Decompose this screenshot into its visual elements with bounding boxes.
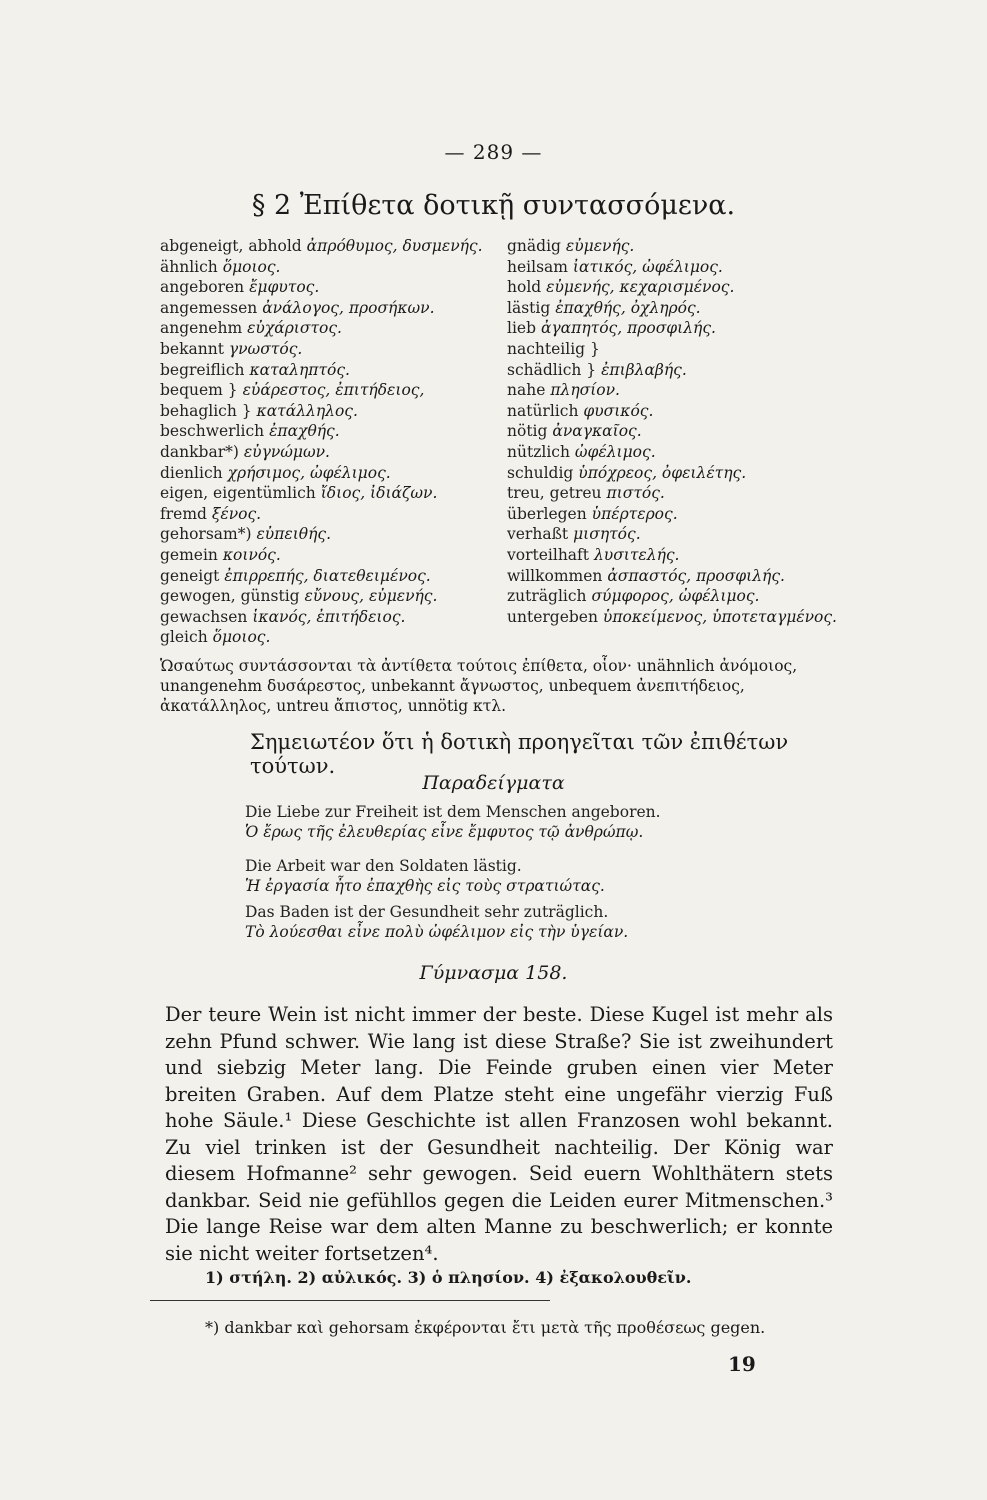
german-word: gleich (160, 628, 208, 647)
greek-translation: ὑπέρτερος. (591, 504, 678, 523)
vocab-entry (507, 566, 837, 587)
exercise-title: Γύμνασμα 158. (419, 962, 568, 984)
german-word: beschwerlich (160, 422, 265, 441)
vocab-entry (507, 607, 837, 628)
vocab-entry (160, 524, 483, 545)
vocab-entry (507, 360, 837, 381)
german-word: lieb (507, 319, 537, 338)
greek-translation: ἐπαχθής, ὀχληρός. (555, 298, 701, 317)
greek-translation: σύμφορος, ὠφέλιμος. (591, 587, 760, 606)
note-paragraph: Ὡσαύτως συντάσσονται τὰ ἀντίθετα τούτοις ἐπίθετα, οἷον· unähnlich ἀνόμοιος, unangenehm δυσάρεστος, unbekannt ἄγνωστος, unbequem ἀνεπιτήδειος, ἀκατάλληλος, untreu ἄπιστος, unnötig κτλ. (160, 657, 798, 715)
german-word: nötig (507, 422, 548, 441)
examples-title: Παραδείγματα (422, 772, 565, 794)
greek-translation: εὐμενής. (565, 237, 635, 255)
greek-translation: κοινός. (222, 545, 281, 564)
example-1 (245, 802, 661, 842)
vocab-entry (160, 627, 483, 648)
greek-translation: ἴδιος, ἰδιάζων. (320, 484, 438, 503)
greek-translation: ξένος. (211, 504, 262, 523)
greek-translation: κατάλληλος. (256, 401, 358, 420)
vocab-entry (507, 586, 837, 607)
german-word: eigen, eigentümlich (160, 484, 316, 503)
german-word: gnädig (507, 237, 561, 255)
german-word: behaglich } (160, 401, 252, 420)
german-word: bekannt (160, 339, 224, 358)
german-word: geneigt (160, 566, 220, 585)
greek-translation: εὐάρεστος, ἐπιτήδειος, (242, 381, 425, 400)
vocab-entry (507, 236, 837, 257)
greek-translation: μισητός. (573, 525, 641, 544)
greek-translation: εὐπειθής. (256, 525, 332, 544)
german-word: bequem } (160, 381, 238, 400)
greek-translation: πιστός. (606, 484, 665, 503)
vocab-entry (160, 504, 483, 525)
greek-translation: ἐπιρρεπής, διατεθειμένος. (224, 566, 431, 585)
german-word: verhaßt (507, 525, 569, 544)
greek-translation: φυσικός. (583, 401, 654, 420)
german-word: nahe (507, 381, 546, 400)
greek-translation: καταληπτός. (249, 360, 350, 379)
greek-translation: ἀγαπητός, προσφιλής. (540, 319, 716, 338)
vocab-entry (507, 504, 837, 525)
vocab-entry (507, 339, 837, 360)
greek-translation: γνωστός. (228, 339, 303, 358)
german-word: treu, getreu (507, 484, 602, 503)
vocab-entry (507, 463, 837, 484)
vocab-entry (507, 318, 837, 339)
greek-translation: ὑποκείμενος, ὑποτεταγμένος. (602, 607, 837, 626)
vocab-entry (507, 483, 837, 504)
left-vocabulary-column (160, 236, 483, 648)
vocab-entry (160, 380, 483, 401)
german-word: schädlich } (507, 360, 597, 379)
vocab-entry (160, 360, 483, 381)
vocab-entry (507, 257, 837, 278)
german-word: hold (507, 278, 542, 297)
greek-translation: ἱκανός, ἐπιτήδειος. (252, 607, 406, 626)
greek-translation: ἐπιβλαβής. (601, 360, 687, 379)
german-word: heilsam (507, 257, 568, 276)
greek-translation: ἰατικός, ὠφέλιμος. (572, 257, 723, 276)
vocab-entry (507, 298, 837, 319)
greek-translation: ἀνάλογος, προσήκων. (262, 298, 435, 317)
vocab-entry (507, 524, 837, 545)
german-word: zuträglich (507, 587, 587, 606)
example-greek: Ἡ ἐργασία ἦτο ἐπαχθὴς εἰς τοὺς στρατιώτας. (245, 877, 605, 895)
vocab-entry (160, 586, 483, 607)
greek-translation: ἐπαχθής. (269, 422, 340, 441)
vocab-entry (507, 277, 837, 298)
greek-translation: ἀπρόθυμος, δυσμενής. (306, 237, 483, 255)
german-word: angemessen (160, 298, 258, 317)
greek-translation: ὠφέλιμος. (574, 442, 656, 461)
greek-translation: εὐμενής, κεχαρισμένος. (546, 278, 735, 297)
german-word: dienlich (160, 463, 223, 482)
german-word: lästig (507, 298, 551, 317)
example-greek: Τὸ λούεσθαι εἶνε πολὺ ὠφέλιμον εἰς τὴν ὑγείαν. (245, 923, 629, 941)
vocab-entry (160, 339, 483, 360)
greek-translation: ὅμοιος. (222, 257, 281, 276)
vocab-entry (507, 401, 837, 422)
vocab-entry (160, 463, 483, 484)
vocab-entry (160, 566, 483, 587)
footnotes: 1) στήλη. 2) αὐλικός. 3) ὁ πλησίον. 4) ἐξακολουθεῖν. (205, 1268, 692, 1287)
vocab-entry (160, 401, 483, 422)
german-word: angeboren (160, 278, 245, 297)
greek-translation: ἔμφυτος. (249, 278, 320, 297)
german-word: untergeben (507, 607, 598, 626)
vocab-entry (160, 318, 483, 339)
example-greek: Ὁ ἔρως τῆς ἐλευθερίας εἶνε ἔμφυτος τῷ ἀνθρώπῳ. (245, 823, 644, 841)
vocab-entry (507, 421, 837, 442)
greek-translation: ἀσπαστός, προσφιλής. (607, 566, 785, 585)
german-word: gehorsam*) (160, 525, 252, 544)
german-word: abgeneigt, abhold (160, 237, 302, 255)
german-word: gewachsen (160, 607, 248, 626)
vocab-entry (160, 442, 483, 463)
signature-mark: 19 (728, 1352, 756, 1376)
german-word: vorteilhaft (507, 545, 590, 564)
german-word: fremd (160, 504, 207, 523)
german-word: natürlich (507, 401, 579, 420)
vocab-entry (160, 545, 483, 566)
german-word: dankbar*) (160, 442, 239, 461)
german-word: gemein (160, 545, 218, 564)
vocab-entry (507, 380, 837, 401)
vocab-entry (507, 545, 837, 566)
exercise-text: Der teure Wein ist nicht immer der beste. Diese Kugel ist mehr als zehn Pfund schwer. Wie lang ist diese Straße? Sie ist zweihundert und siebzig Meter lang. Die Feinde gruben einen vier Meter breiten Graben. Auf dem Platze steht eine ungefähr vierzig Fuß hohe Säule.¹ Diese Geschichte ist allen Franzosen wohl bekannt. Zu viel trinken ist der Gesundheit nachteilig. Der König war diesem Hofmanne² sehr gewogen. Seid euern Wohlthätern stets dankbar. Seid nie gefühllos gegen die Leiden eurer Mitmenschen.³ Die lange Reise war dem alten Manne zu beschwerlich; er konnte sie nicht weiter fortsetzen⁴. (165, 1003, 833, 1265)
german-word: gewogen, günstig (160, 587, 300, 606)
german-word: nachteilig } (507, 339, 600, 358)
greek-translation: εὐχάριστος. (247, 319, 342, 338)
greek-translation: ὅμοιος. (212, 628, 271, 647)
german-word: überlegen (507, 504, 587, 523)
example-2 (245, 856, 605, 896)
greek-translation: πλησίον. (550, 381, 620, 400)
section-heading: § 2 Ἐπίθετα δοτικῇ συντασσόμενα. (251, 190, 736, 221)
example-3 (245, 902, 628, 942)
footnote-divider (150, 1300, 550, 1301)
vocab-entry (507, 442, 837, 463)
remark-line: Σημειωτέον ὅτι ἡ δοτικὴ προηγεῖται τῶν ἐπιθέτων τούτων. (250, 730, 789, 778)
greek-translation: ὑπόχρεος, ὀφειλέτης. (578, 463, 747, 482)
example-german: Die Liebe zur Freiheit ist dem Menschen angeboren. (245, 803, 661, 821)
german-word: ähnlich (160, 257, 218, 276)
example-german: Das Baden ist der Gesundheit sehr zuträglich. (245, 903, 609, 921)
right-vocabulary-column (507, 236, 837, 627)
example-german: Die Arbeit war den Soldaten lästig. (245, 857, 522, 875)
german-word: nützlich (507, 442, 570, 461)
greek-translation: εὐγνώμων. (243, 442, 330, 461)
greek-translation: εὔνους, εὐμενής. (304, 587, 438, 606)
vocab-entry (160, 607, 483, 628)
german-word: willkommen (507, 566, 603, 585)
vocab-entry (160, 298, 483, 319)
german-word: angenehm (160, 319, 243, 338)
german-word: begreiflich (160, 360, 245, 379)
page-number: — 289 — (444, 140, 543, 164)
german-word: schuldig (507, 463, 574, 482)
vocab-entry (160, 421, 483, 442)
greek-translation: ἀναγκαῖος. (552, 422, 642, 441)
vocab-entry (160, 257, 483, 278)
vocab-entry (160, 236, 483, 257)
star-footnote: *) dankbar καὶ gehorsam ἐκφέρονται ἔτι μετὰ τῆς προθέσεως gegen. (205, 1318, 766, 1337)
vocab-entry (160, 483, 483, 504)
greek-translation: λυσιτελής. (593, 545, 680, 564)
vocab-entry (160, 277, 483, 298)
greek-translation: χρήσιμος, ὠφέλιμος. (227, 463, 391, 482)
